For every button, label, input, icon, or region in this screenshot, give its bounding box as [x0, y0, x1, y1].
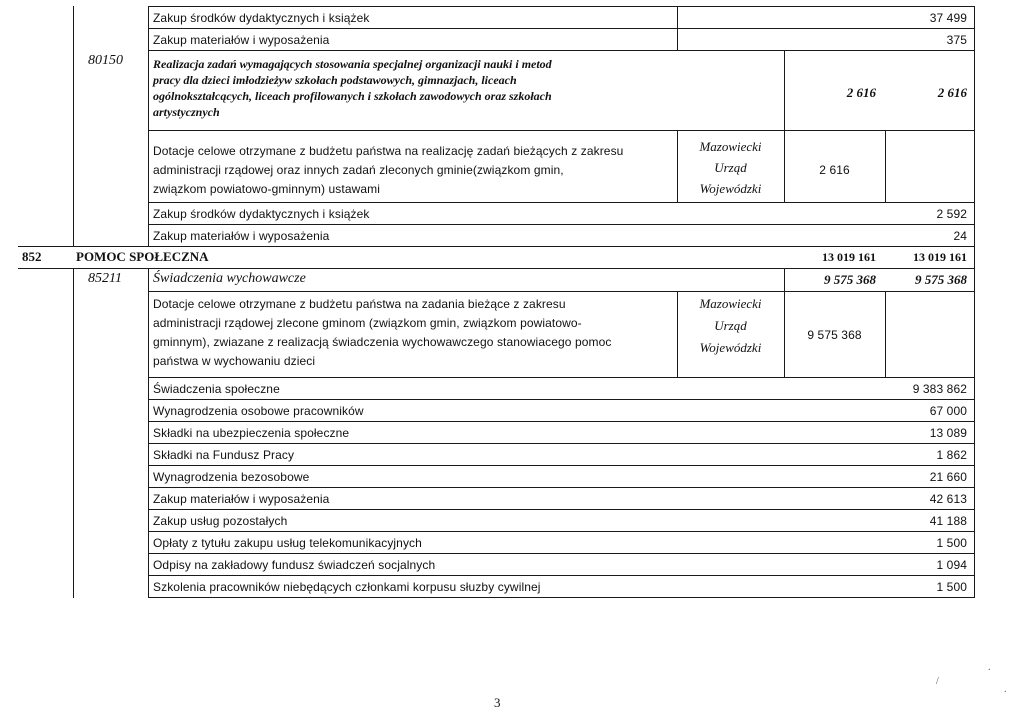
rule-row-5 [148, 224, 975, 225]
rule-row-11 [148, 421, 975, 422]
rule-col-2-top [148, 6, 149, 246]
rule-row-19 [148, 597, 975, 598]
page-number: 3 [494, 695, 501, 710]
item-amount: 42 613 [929, 492, 967, 506]
item-amount: 9 383 862 [912, 382, 967, 396]
row-label: Zakup materiałów i wyposażenia [153, 33, 330, 47]
section-title-line: pracy dla dzieci imłodzieżyw szkołach podstawowych, gimnazjach, liceach [153, 73, 517, 87]
item-label: Zakup usług pozostałych [153, 514, 288, 528]
rule-col-1-top [73, 6, 74, 246]
grant-description-line: Dotacje celowe otrzymane z budżetu państwa na zadania bieżące z zakresu [153, 297, 566, 311]
item-amount: 67 000 [929, 404, 967, 418]
section-amount-total: 2 616 [937, 85, 967, 100]
item-label: Wynagrodzenia bezosobowe [153, 470, 310, 484]
row-amount: 2 592 [936, 207, 967, 221]
grant-authority-line: Urząd [714, 160, 747, 175]
section-title-line: Realizacja zadań wymagających stosowania specjalnej organizacji nauki i metod [153, 57, 552, 71]
chapter-code-852: 852 [22, 249, 42, 264]
rule-row-14 [148, 487, 975, 488]
rule-row-2 [148, 50, 975, 51]
section-amount-plan: 9 575 368 [824, 272, 876, 287]
row-label: Zakup środków dydaktycznych i książek [153, 11, 370, 25]
rule-row-4 [148, 202, 975, 203]
grant-authority-line: Mazowiecki [699, 139, 762, 154]
grant-authority-line: Wojewódzki [699, 340, 762, 355]
item-label: Odpisy na zakładowy fundusz świadczeń socjalnych [153, 558, 436, 572]
scan-speck: . [988, 662, 991, 673]
row-amount: 37 499 [929, 11, 967, 25]
rule-row-12 [148, 443, 975, 444]
row-label: Zakup środków dydaktycznych i książek [153, 207, 370, 221]
item-amount: 13 089 [929, 426, 967, 440]
row-amount: 375 [946, 33, 967, 47]
chapter-amount-total: 13 019 161 [913, 250, 967, 264]
grant-description-line: Dotacje celowe otrzymane z budżetu państwa na realizację zadań bieżących z zakresu [153, 144, 624, 158]
rule-row-18 [148, 575, 975, 576]
grant-description-line: związkom powiatowo-gminnym) ustawami [153, 182, 381, 196]
grant-description-line: państwa w wychowaniu dzieci [153, 354, 316, 368]
section-amount-total: 9 575 368 [915, 272, 967, 287]
rule-row-16 [148, 531, 975, 532]
rule-row-9 [148, 377, 975, 378]
item-amount: 41 188 [929, 514, 967, 528]
grant-authority-line: Wojewódzki [699, 181, 762, 196]
item-label: Zakup materiałów i wyposażenia [153, 492, 330, 506]
rule-row-13 [148, 465, 975, 466]
item-label: Świadczenia społeczne [153, 382, 280, 396]
item-amount: 1 862 [936, 448, 967, 462]
rule-col-5a [885, 130, 886, 202]
item-amount: 21 660 [929, 470, 967, 484]
grant-authority-line: Mazowiecki [699, 296, 762, 311]
chapter-title: POMOC SPOŁECZNA [76, 249, 209, 264]
rule-col-2-bottom [148, 268, 149, 598]
rule-col-1-bottom [73, 268, 74, 598]
rule-row-15 [148, 509, 975, 510]
rule-row-1 [148, 28, 975, 29]
grant-description-line: gminnym), zwiazane z realizacją świadczenia wychowawczego stanowiacego pomoc [153, 335, 612, 349]
rule-col-5b [885, 291, 886, 377]
section-amount-plan: 2 616 [846, 85, 876, 100]
item-label: Wynagrodzenia osobowe pracowników [153, 404, 364, 418]
grant-amount: 9 575 368 [807, 328, 862, 342]
grant-authority-line: Urząd [714, 318, 747, 333]
rule-row-17 [148, 553, 975, 554]
item-amount: 1 500 [936, 536, 967, 550]
rule-row-3 [148, 130, 975, 131]
scan-speck: . [1004, 684, 1007, 695]
section-code-85211: 85211 [88, 271, 122, 286]
grant-description-line: administracji rządowej oraz innych zadań zleconych gminie(związkom gmin, [153, 163, 564, 177]
item-label: Składki na ubezpieczenia społeczne [153, 426, 350, 440]
scan-speck: / [936, 676, 939, 687]
rule-row-0 [148, 6, 975, 7]
grant-description-line: administracji rządowej zlecone gminom (związkom gmin, związkom powiatowo- [153, 316, 582, 330]
item-label: Składki na Fundusz Pracy [153, 448, 295, 462]
item-label: Opłaty z tytułu zakupu usług telekomunikacyjnych [153, 536, 422, 550]
rule-row-6 [18, 246, 975, 247]
item-amount: 1 094 [936, 558, 967, 572]
section-title-line: artystycznych [153, 105, 220, 119]
row-amount: 24 [953, 229, 967, 243]
section-title: Świadczenia wychowawcze [153, 271, 306, 286]
section-code-80150: 80150 [88, 53, 123, 68]
row-label: Zakup materiałów i wyposażenia [153, 229, 330, 243]
item-amount: 1 500 [936, 580, 967, 594]
rule-row-8 [148, 291, 975, 292]
grant-amount: 2 616 [819, 163, 850, 177]
section-title-line: ogólnokształcących, liceach profilowanych i szkołach zawodowych oraz szkołach [153, 89, 552, 103]
rule-row-7 [18, 268, 975, 269]
item-label: Szkolenia pracowników niebędących członkami korpusu słuzby cywilnej [153, 580, 541, 594]
rule-row-10 [148, 399, 975, 400]
chapter-amount-plan: 13 019 161 [822, 250, 876, 264]
